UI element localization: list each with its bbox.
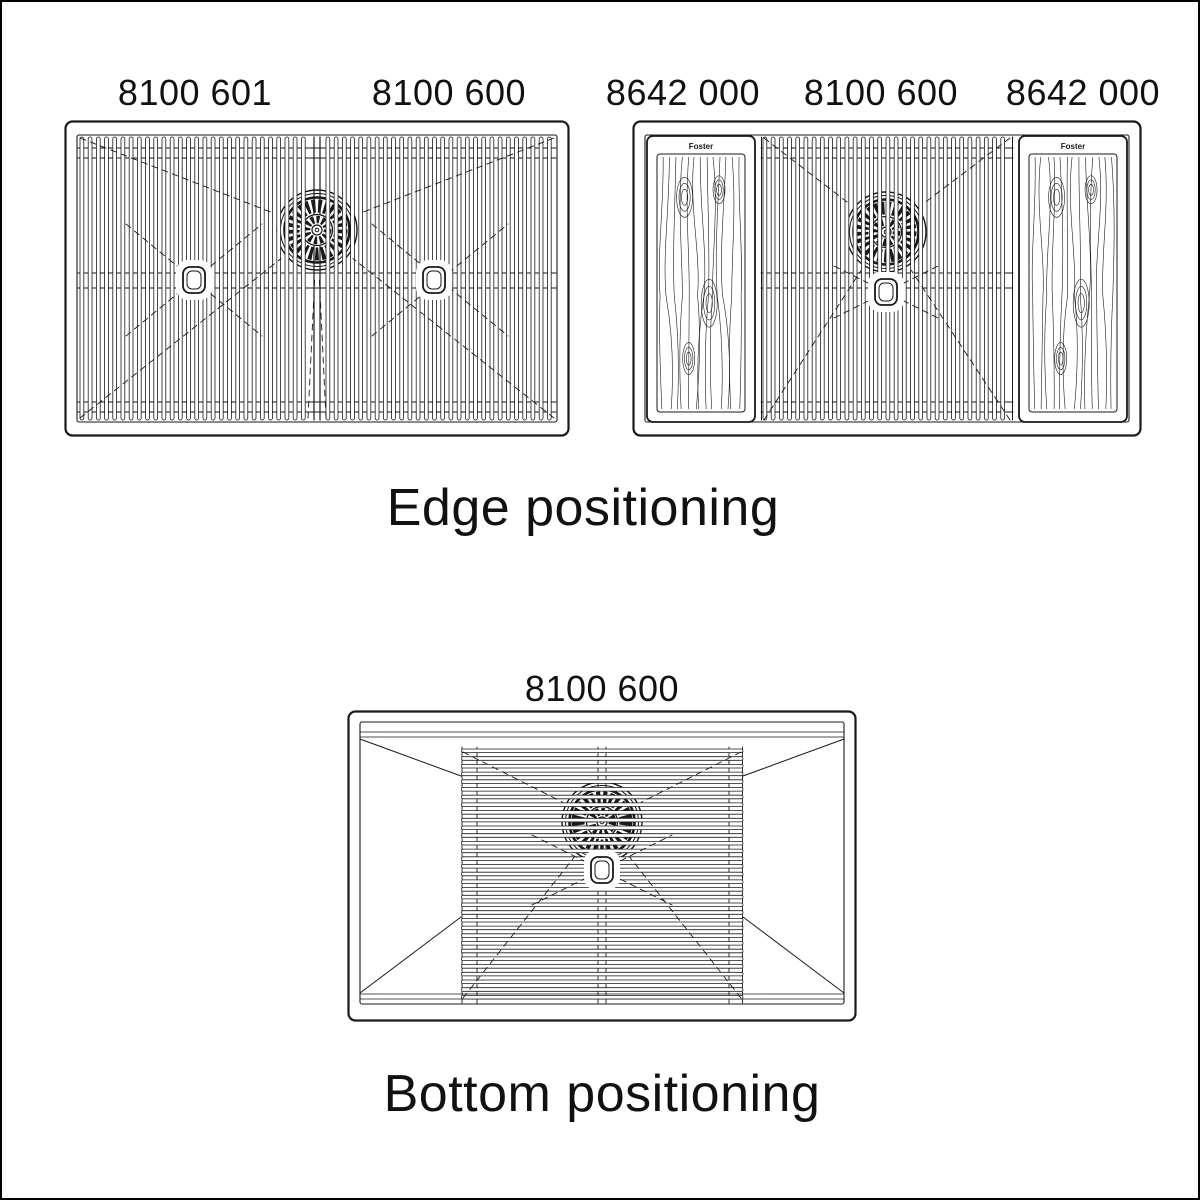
knob-handle <box>587 853 617 887</box>
sink-diagram-two-grids <box>64 120 570 437</box>
section-title-bottom: Bottom positioning <box>383 1065 821 1123</box>
foster-logo: Foster <box>688 142 714 151</box>
product-code-label: 8100 601 <box>117 72 273 113</box>
sink-diagram-grid-and-chopping-boards <box>632 120 1142 437</box>
product-code-label: 8642 000 <box>605 72 761 113</box>
foster-logo: Foster <box>1060 142 1086 151</box>
product-code-label: 8100 600 <box>803 72 959 113</box>
product-code-label: 8100 600 <box>524 668 680 709</box>
sink-body <box>66 122 569 436</box>
product-code-label: 8642 000 <box>1005 72 1161 113</box>
knob-handle <box>419 263 449 297</box>
chopping-board <box>1019 136 1127 422</box>
grid-slats <box>80 137 551 420</box>
knob-handle <box>871 275 901 309</box>
product-code-label: 8100 600 <box>371 72 527 113</box>
chopping-board <box>647 136 755 422</box>
section-title-edge: Edge positioning <box>386 479 780 537</box>
knob-handle <box>179 263 209 297</box>
sink-diagram-bottom-grid <box>347 710 857 1022</box>
